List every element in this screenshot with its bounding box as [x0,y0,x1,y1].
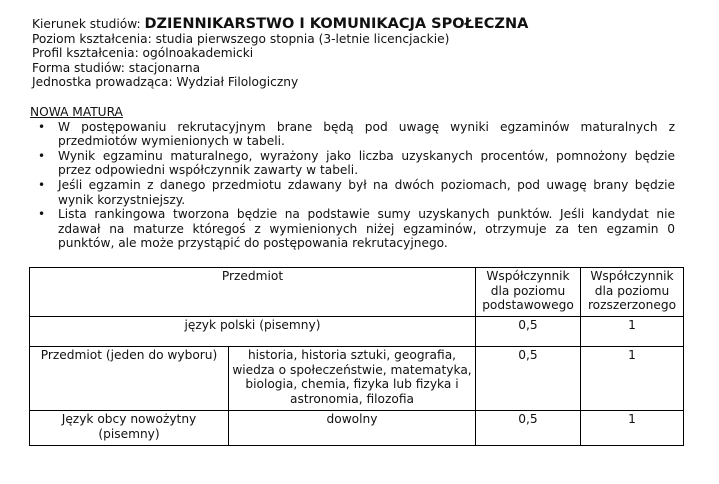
subject-cell: Przedmiot (jeden do wyboru) [30,347,229,411]
subject-cell: Język obcy nowożytny (pisemny) [30,411,229,446]
basic-coefficient-cell: 0,5 [476,347,581,411]
extended-coefficient-cell: 1 [581,411,684,446]
field-of-study-label: Kierunek studiów: [32,17,145,31]
study-level: Poziom kształcenia: studia pierwszego stopnia (3-letnie licencjackie) [32,31,450,46]
coefficients-table [29,267,684,446]
header-subject: Przedmiot [30,268,476,317]
header-extended-coefficient: Współczynnik dla poziomu rozszerzonego [581,268,684,317]
study-form: Forma studiów: stacjonarna [32,60,201,75]
rule-item: • W postępowaniu rekrutacyjnym brane będą pod uwagę wyniki egzaminów maturalnych z przedmiotów wymienionych w tabeli. [30,120,675,149]
rule-item: • Lista rankingowa tworzona będzie na podstawie sumy uzyskanych punktów. Jeśli kandydat nie zdawał na maturze któregoś z wymienionych niżej egzaminów, otrzymuje za ten egzamin 0 punktów, ale może przystąpić do postępowania rekrutacyjnego. [30,207,675,251]
table-header-row [30,268,684,317]
table-row [30,317,684,347]
faculty: Jednostka prowadząca: Wydział Filologiczny [32,75,299,90]
subject-cell: język polski (pisemny) [30,317,476,347]
field-of-study-line [32,17,528,32]
subject-options-cell: historia, historia sztuki, geografia, wiedza o społeczeństwie, matematyka, biologia, chemia, fizyka lub fizyka i astronomia, filozofia [229,347,476,411]
table-row [30,347,684,411]
study-profile: Profil kształcenia: ogólnoakademicki [32,46,254,61]
basic-coefficient-cell: 0,5 [476,411,581,446]
rule-item: • Jeśli egzamin z danego przedmiotu zdawany był na dwóch poziomach, pod uwagę brany będzie wynik korzystniejszy. [30,178,675,207]
header-basic-coefficient: Współczynnik dla poziomu podstawowego [476,268,581,317]
extended-coefficient-cell: 1 [581,317,684,347]
admission-rules-section [30,105,675,251]
basic-coefficient-cell: 0,5 [476,317,581,347]
rule-item: • Wynik egzaminu maturalnego, wyrażony jako liczba uzyskanych procentów, pomnożony będzie przez odpowiedni współczynnik zawarty w tabeli. [30,149,675,178]
table-row [30,411,684,446]
extended-coefficient-cell: 1 [581,347,684,411]
field-of-study-title: DZIENNIKARSTWO I KOMUNIKACJA SPOŁECZNA [144,16,529,32]
subject-options-cell: dowolny [229,411,476,446]
program-header [32,17,528,90]
section-title: NOWA MATURA [30,105,123,119]
rules-list [30,120,675,251]
